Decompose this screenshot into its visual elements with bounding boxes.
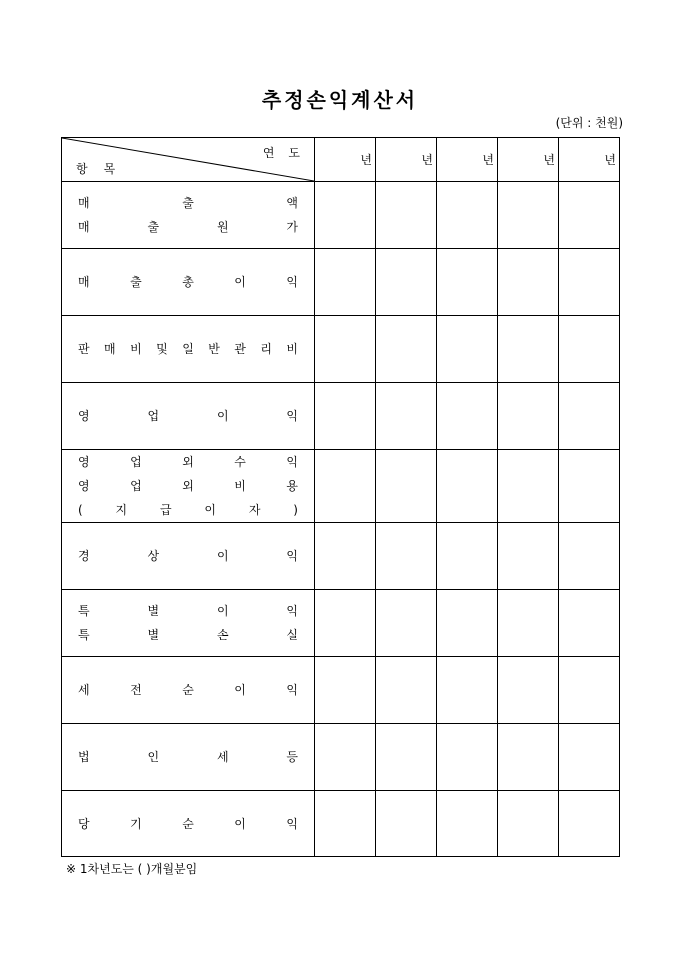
table-row [62, 249, 620, 316]
value-cell[interactable] [437, 657, 498, 724]
row-label-line [78, 450, 298, 474]
row-label-char: 당 [78, 816, 90, 831]
row-label-char: 등 [286, 750, 298, 764]
table-row [62, 657, 620, 724]
value-cell[interactable] [559, 791, 620, 857]
income-statement-table [61, 137, 620, 857]
value-cell[interactable] [559, 182, 620, 249]
row-label-char: 익 [286, 275, 298, 289]
footnote: ※ 1차년도는 ( )개월분임 [66, 862, 198, 876]
value-cell[interactable] [315, 383, 376, 450]
table-row [62, 791, 620, 857]
row-label [62, 316, 315, 383]
value-cell[interactable] [376, 316, 437, 383]
value-cell[interactable] [437, 383, 498, 450]
row-label-char: 익 [286, 604, 298, 618]
row-label-char: 판 [78, 342, 90, 356]
table-row [62, 450, 620, 523]
value-cell[interactable] [376, 724, 437, 791]
value-cell[interactable] [315, 316, 376, 383]
row-label-char: 액 [286, 196, 298, 210]
row-label-char: 이 [216, 604, 229, 618]
row-label-line [78, 270, 298, 294]
value-cell[interactable] [437, 724, 498, 791]
row-label-line [78, 498, 298, 522]
row-label-char: 가 [286, 220, 298, 234]
row-label-char: 익 [286, 683, 298, 697]
row-label-char: 비 [234, 479, 246, 493]
year-header-cell: 년 [498, 138, 559, 182]
row-label-char: 익 [286, 549, 298, 563]
row-label-char: 지 [115, 503, 128, 517]
header-item-char: 항 [76, 162, 88, 176]
value-cell[interactable] [437, 450, 498, 523]
value-cell[interactable] [437, 523, 498, 590]
row-label-char: 이 [204, 503, 216, 517]
row-label-char: 경 [78, 549, 90, 563]
row-label-char: 매 [104, 342, 116, 356]
header-year-char: 연 [262, 146, 275, 160]
row-label-char: 실 [286, 628, 298, 642]
value-cell[interactable] [559, 450, 620, 523]
row-label-char: 업 [130, 455, 142, 469]
row-label-line [78, 599, 298, 623]
value-cell[interactable] [498, 791, 559, 857]
value-cell[interactable] [315, 249, 376, 316]
row-label [62, 523, 315, 590]
row-label-char: 업 [130, 479, 142, 493]
row-label-char: 영 [78, 455, 90, 469]
row-label-char: ) [293, 503, 298, 517]
row-label-char: 이 [234, 683, 246, 697]
value-cell[interactable] [437, 316, 498, 383]
value-cell[interactable] [498, 450, 559, 523]
row-label-char: 관 [234, 342, 246, 356]
row-label-char: 특 [78, 604, 90, 618]
row-label-char: 일 [182, 342, 194, 356]
row-label-char: ( [78, 503, 83, 517]
value-cell[interactable] [498, 724, 559, 791]
table-row [62, 724, 620, 791]
row-label-char: 인 [147, 750, 160, 764]
row-label-char: 출 [130, 275, 142, 289]
row-label-char: 별 [147, 628, 160, 642]
value-cell[interactable] [498, 657, 559, 724]
row-label-char: 외 [182, 455, 194, 469]
row-label [62, 657, 315, 724]
value-cell[interactable] [437, 590, 498, 657]
table-row [62, 383, 620, 450]
value-cell[interactable] [376, 450, 437, 523]
value-cell[interactable] [498, 249, 559, 316]
row-label-char: 용 [286, 479, 298, 493]
row-label-line [78, 623, 298, 647]
row-label-char: 외 [182, 479, 194, 493]
value-cell[interactable] [559, 523, 620, 590]
value-cell[interactable] [498, 182, 559, 249]
row-label-char: 매 [78, 196, 90, 210]
row-label-char: 특 [78, 628, 90, 642]
row-label-char: 순 [182, 683, 194, 697]
row-label-char: 이 [234, 816, 246, 831]
year-header-cell: 년 [437, 138, 498, 182]
value-cell[interactable] [376, 791, 437, 857]
value-cell[interactable] [559, 383, 620, 450]
row-label [62, 249, 315, 316]
row-label-line [78, 215, 298, 239]
value-cell[interactable] [498, 316, 559, 383]
header-year-char: 도 [288, 146, 300, 160]
row-label-line [78, 337, 298, 361]
header-item-char: 목 [103, 162, 116, 176]
row-label-char: 리 [260, 342, 272, 356]
table-row [62, 182, 620, 249]
value-cell[interactable] [437, 182, 498, 249]
value-cell[interactable] [376, 657, 437, 724]
row-label-line [78, 544, 298, 568]
year-header-cell: 년 [559, 138, 620, 182]
value-cell[interactable] [437, 249, 498, 316]
year-header-cell: 년 [376, 138, 437, 182]
value-cell[interactable] [376, 523, 437, 590]
value-cell[interactable] [315, 450, 376, 523]
row-label-char: 업 [147, 409, 160, 423]
row-label-char: 이 [216, 549, 229, 563]
row-label-char: 이 [234, 275, 246, 289]
row-label-char: 익 [286, 409, 298, 423]
table-body [62, 182, 620, 857]
value-cell[interactable] [559, 657, 620, 724]
value-cell[interactable] [315, 523, 376, 590]
table-row [62, 523, 620, 590]
row-label-char: 자 [248, 503, 261, 517]
row-label-char: 수 [234, 455, 246, 469]
row-label-char: 손 [216, 628, 229, 642]
value-cell[interactable] [376, 249, 437, 316]
value-cell[interactable] [559, 590, 620, 657]
row-label-char: 세 [216, 750, 229, 764]
row-label [62, 590, 315, 657]
value-cell[interactable] [437, 791, 498, 857]
row-label [62, 450, 315, 523]
value-cell[interactable] [315, 657, 376, 724]
row-label-char: 비 [286, 342, 298, 356]
value-cell[interactable] [559, 316, 620, 383]
row-label-char: 총 [182, 275, 194, 289]
value-cell[interactable] [315, 791, 376, 857]
row-label-char: 이 [216, 409, 229, 423]
row-label-char: 및 [156, 342, 168, 356]
row-label [62, 182, 315, 249]
row-label [62, 383, 315, 450]
value-cell[interactable] [559, 249, 620, 316]
row-label-char: 영 [78, 409, 90, 423]
row-label-line [78, 191, 298, 215]
row-label-char: 반 [208, 342, 220, 356]
row-label-char: 비 [130, 342, 142, 356]
row-label-char: 법 [78, 750, 90, 764]
row-label-line [78, 474, 298, 498]
header-year-label [263, 144, 300, 161]
row-label [62, 724, 315, 791]
value-cell[interactable] [498, 590, 559, 657]
year-header-cell: 년 [315, 138, 376, 182]
row-label-line [78, 404, 298, 428]
row-label-char: 순 [182, 816, 194, 831]
value-cell[interactable] [376, 590, 437, 657]
row-label-char: 원 [216, 220, 229, 234]
row-label-char: 기 [130, 816, 142, 831]
value-cell[interactable] [315, 590, 376, 657]
value-cell[interactable] [376, 383, 437, 450]
table-row [62, 316, 620, 383]
value-cell[interactable] [498, 523, 559, 590]
header-row [62, 138, 620, 182]
row-label-char: 출 [182, 196, 194, 210]
row-label-char: 전 [130, 683, 142, 697]
value-cell[interactable] [315, 182, 376, 249]
value-cell[interactable] [315, 724, 376, 791]
row-label-char: 익 [286, 455, 298, 469]
row-label-line [78, 678, 298, 702]
row-label-char: 세 [78, 683, 90, 697]
table-row [62, 590, 620, 657]
row-label-char: 매 [78, 275, 90, 289]
header-diagonal-cell [62, 138, 315, 182]
row-label-char: 별 [147, 604, 160, 618]
row-label [62, 791, 315, 857]
row-label-line [78, 745, 298, 769]
row-label-char: 출 [147, 220, 160, 234]
row-label-char: 익 [286, 816, 298, 831]
header-item-label [76, 160, 115, 177]
value-cell[interactable] [376, 182, 437, 249]
value-cell[interactable] [559, 724, 620, 791]
row-label-char: 급 [159, 503, 172, 517]
value-cell[interactable] [498, 383, 559, 450]
row-label-line [78, 812, 298, 836]
unit-label: (단위 : 천원) [555, 116, 623, 130]
row-label-char: 매 [78, 220, 90, 234]
row-label-char: 영 [78, 479, 90, 493]
row-label-char: 상 [147, 549, 160, 563]
document-title: 추정손익계산서 [261, 88, 419, 112]
